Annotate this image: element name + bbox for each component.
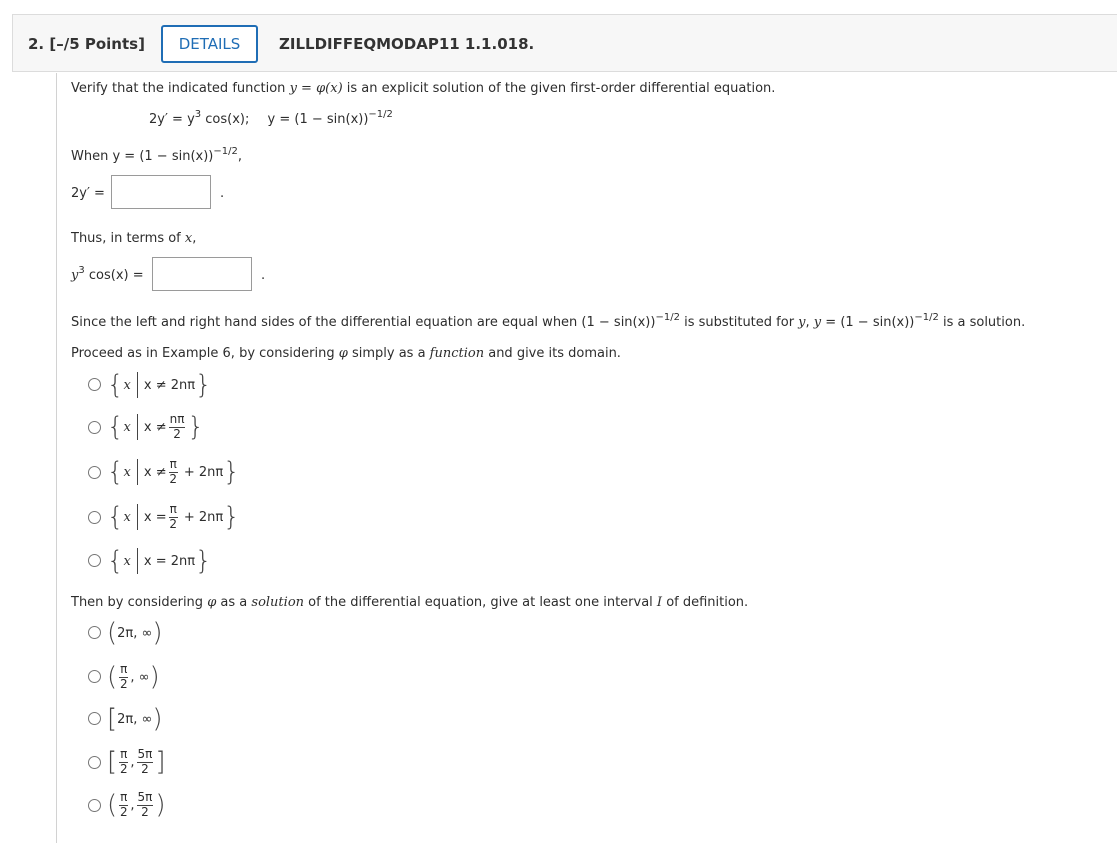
details-button[interactable]: DETAILS — [161, 25, 258, 63]
differential-equation: $2y' = y^3$ cos(x); $y = (1 - \sin(x))^{-1/2}$ — [149, 109, 393, 127]
period: . — [220, 186, 225, 201]
derivative-answer-input[interactable] — [111, 175, 211, 209]
interval-option-1-radio[interactable] — [88, 626, 101, 639]
domain-option-1-radio[interactable] — [88, 378, 101, 391]
solution-function: y = (1 − sin(x)) — [267, 112, 369, 127]
question-code: ZILLDIFFEQMODAP11 1.1.018. — [279, 35, 535, 53]
interval-option-1[interactable]: ( 2π, ∞ ) — [107, 618, 163, 648]
interval-option-5-radio[interactable] — [88, 799, 101, 812]
rhs-answer-input[interactable] — [152, 257, 252, 291]
then-instruction: Then by considering φ as a solution of the differential equation, give at least one interval I of definition. — [71, 595, 749, 610]
domain-option-4-radio[interactable] — [88, 511, 101, 524]
question-label: 2. [–/5 Points] — [28, 35, 145, 53]
rhs-label: $y^3$ cos(x) = — [71, 265, 144, 283]
interval-option-2-radio[interactable] — [88, 670, 101, 683]
interval-option-3[interactable]: [ 2π, ∞ ) — [107, 704, 163, 734]
interval-option-2[interactable]: ( $\frac{\pi}{2}$ , ∞ ) — [107, 662, 160, 692]
period: . — [261, 268, 266, 283]
domain-option-5[interactable]: { x x = 2nπ } — [107, 546, 212, 576]
proceed-instruction: Proceed as in Example 6, by considering φ simply as a function and give its domain. — [71, 346, 621, 361]
domain-option-4[interactable]: { x x = $\frac{\pi}{2}$ + 2nπ } — [107, 502, 240, 532]
when-line: When $y = (1 - \sin(x))^{-1/2}$, — [71, 146, 242, 164]
intro-text: Verify that the indicated function y = φ(x) is an explicit solution of the given first-order differential equation. — [71, 81, 776, 96]
question-header — [12, 14, 1117, 72]
domain-option-1[interactable]: { x x ≠ 2nπ } — [107, 370, 212, 400]
domain-option-5-radio[interactable] — [88, 554, 101, 567]
interval-option-3-radio[interactable] — [88, 712, 101, 725]
domain-option-2[interactable]: { x x ≠ $\frac{n\pi}{2}$ } — [107, 412, 204, 442]
domain-option-3-radio[interactable] — [88, 466, 101, 479]
interval-option-5[interactable]: ( $\frac{\pi}{2}$ , $\frac{5\pi}{2}$ ) — [107, 790, 166, 820]
content-left-border — [56, 73, 57, 843]
thus-line: Thus, in terms of x, — [71, 231, 197, 246]
interval-option-4[interactable]: [ $\frac{\pi}{2}$ , $\frac{5\pi}{2}$ ] — [107, 747, 166, 777]
interval-option-4-radio[interactable] — [88, 756, 101, 769]
derivative-label: 2y′ = — [71, 186, 105, 201]
domain-option-2-radio[interactable] — [88, 421, 101, 434]
domain-option-3[interactable]: { x x ≠ $\frac{\pi}{2}$ + 2nπ } — [107, 457, 240, 487]
since-statement: Since the left and right hand sides of the differential equation are equal when $(1 - \sin(x))^{-1/2}$ is substituted for y, $y = (1 - \sin(x))^{-1/2}$ is a solution. — [71, 312, 1026, 330]
